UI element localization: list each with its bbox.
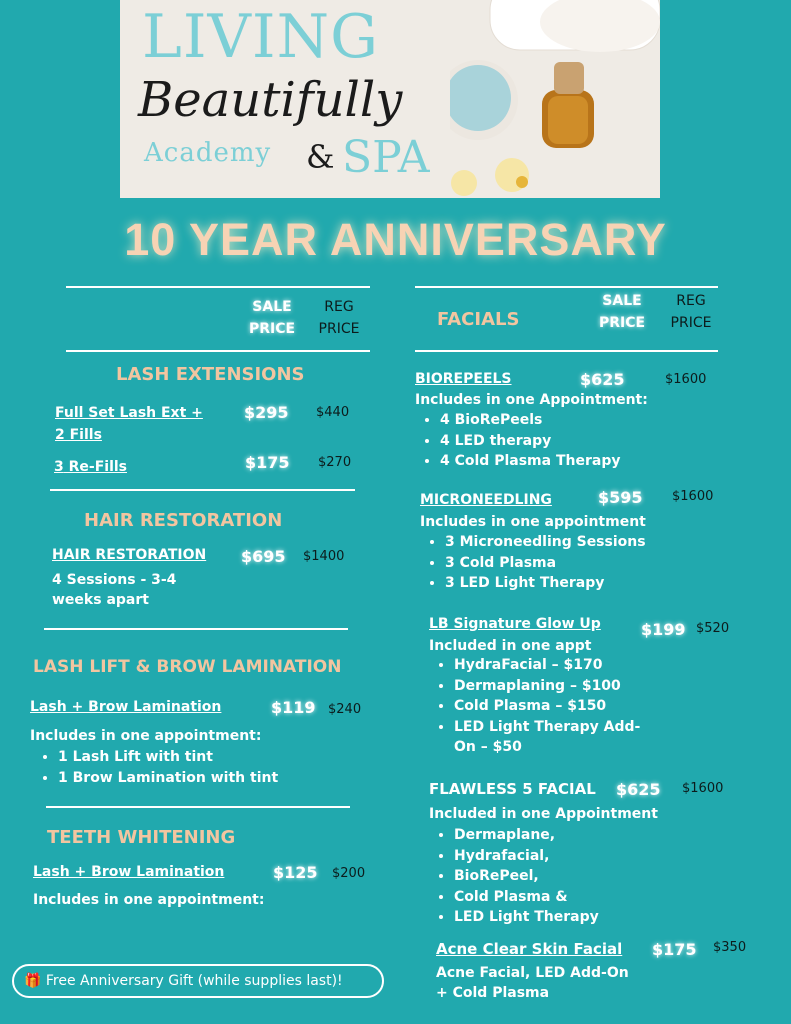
reg-price: $270 <box>318 455 352 470</box>
list-item: • 4 LED therapy <box>440 431 620 452</box>
sale-price: $175 <box>245 453 290 472</box>
list-item: • Dermaplaning – $100 <box>454 676 684 697</box>
logo-living: LIVING <box>142 2 380 72</box>
item-lash-brow-lamination[interactable]: Lash + Brow Lamination <box>30 699 222 715</box>
glowup-intro: Included in one appt <box>429 638 592 654</box>
item-refills[interactable]: 3 Re-Fills <box>54 459 128 475</box>
item-teeth-whitening[interactable]: Lash + Brow Lamination <box>33 864 225 880</box>
item-hair-restoration[interactable]: HAIR RESTORATION <box>52 547 207 563</box>
list-item: • LED Light Therapy <box>454 907 599 928</box>
sale-price: $199 <box>641 620 686 639</box>
list-item: • Cold Plasma & <box>454 887 599 908</box>
list-item: • 4 BioRePeels <box>440 410 620 431</box>
divider <box>415 286 718 288</box>
divider <box>50 489 355 491</box>
list-item: • Dermaplane, <box>454 825 599 846</box>
list-item: • 4 Cold Plasma Therapy <box>440 451 620 472</box>
item-full-set-lash[interactable]: Full Set Lash Ext + 2 Fills <box>55 405 203 443</box>
section-facials: FACIALS <box>437 309 520 330</box>
free-gift-banner: 🎁 Free Anniversary Gift (while supplies last)! <box>12 964 384 998</box>
biorepeels-intro: Includes in one Appointment: <box>415 392 648 408</box>
microneedling-intro: Includes in one appointment <box>420 514 646 530</box>
lashlift-intro: Includes in one appointment: <box>30 728 262 744</box>
sale-price: $695 <box>241 547 286 566</box>
logo-spa: SPA <box>342 132 430 183</box>
list-item: • 3 LED Light Therapy <box>445 573 646 594</box>
item-lb-signature-glow-up[interactable]: LB Signature Glow Up <box>429 616 601 632</box>
reg-price: $350 <box>713 940 747 955</box>
reg-price: $1600 <box>672 489 714 504</box>
list-item: • BioRePeel, <box>454 866 599 887</box>
section-lash-extensions: LASH EXTENSIONS <box>116 364 305 385</box>
divider <box>44 628 348 630</box>
list-item: • 1 Lash Lift with tint <box>58 747 278 768</box>
sale-price: $175 <box>652 940 697 959</box>
list-item: • 3 Cold Plasma <box>445 553 646 574</box>
reg-price-header: REG PRICE <box>318 299 360 337</box>
reg-price: $1400 <box>303 549 345 564</box>
item-flawless-5-facial[interactable]: FLAWLESS 5 FACIAL <box>429 780 596 798</box>
hair-description: 4 Sessions - 3-4 weeks apart <box>52 572 177 608</box>
section-teeth-whitening: TEETH WHITENING <box>47 827 236 848</box>
reg-price: $200 <box>332 866 366 881</box>
divider <box>66 286 370 288</box>
list-item: • Cold Plasma – $150 <box>454 696 684 717</box>
glowup-list <box>430 655 684 758</box>
logo-ampersand: & <box>306 138 335 176</box>
flawless-intro: Included in one Appointment <box>429 806 658 822</box>
lashlift-list <box>34 747 278 788</box>
list-item: • 3 Microneedling Sessions <box>445 532 646 553</box>
item-biorepeels[interactable]: BIOREPEELS <box>415 371 512 387</box>
reg-price: $1600 <box>665 372 707 387</box>
anniversary-headline: 10 YEAR ANNIVERSARY <box>124 214 667 265</box>
sale-price: $625 <box>580 370 625 389</box>
sale-price-header: SALE PRICE <box>248 299 296 337</box>
logo-academy: Academy <box>144 138 272 168</box>
reg-price: $520 <box>696 621 730 636</box>
logo-beautifully: Beautifully <box>138 72 403 128</box>
sale-price: $295 <box>244 403 289 422</box>
reg-price-header: REG PRICE <box>670 293 712 331</box>
reg-price: $1600 <box>682 781 724 796</box>
list-item: • LED Light Therapy Add-On – $50 <box>454 717 654 758</box>
biorepeels-list <box>416 410 620 472</box>
section-lash-lift: LASH LIFT & BROW LAMINATION <box>33 657 342 677</box>
teeth-intro: Includes in one appointment: <box>33 892 265 908</box>
item-microneedling[interactable]: MICRONEEDLING <box>420 492 552 508</box>
logo-banner <box>120 0 660 198</box>
reg-price: $240 <box>328 702 362 717</box>
list-item: • 1 Brow Lamination with tint <box>58 768 278 789</box>
list-item: • Hydrafacial, <box>454 846 599 867</box>
sale-price: $595 <box>598 488 643 507</box>
list-item: • HydraFacial – $170 <box>454 655 684 676</box>
section-hair-restoration: HAIR RESTORATION <box>84 510 283 531</box>
flawless-list <box>430 825 599 928</box>
divider <box>66 350 370 352</box>
item-acne-clear-skin-facial[interactable]: Acne Clear Skin Facial <box>436 940 623 958</box>
divider <box>415 350 718 352</box>
microneedling-list <box>421 532 646 594</box>
sale-price: $125 <box>273 863 318 882</box>
reg-price: $440 <box>316 405 350 420</box>
acne-description: Acne Facial, LED Add-On + Cold Plasma <box>436 965 629 1001</box>
divider <box>46 806 350 808</box>
spa-products-photo <box>450 0 660 198</box>
sale-price: $119 <box>271 698 316 717</box>
sale-price: $625 <box>616 780 661 799</box>
sale-price-header: SALE PRICE <box>598 293 646 331</box>
